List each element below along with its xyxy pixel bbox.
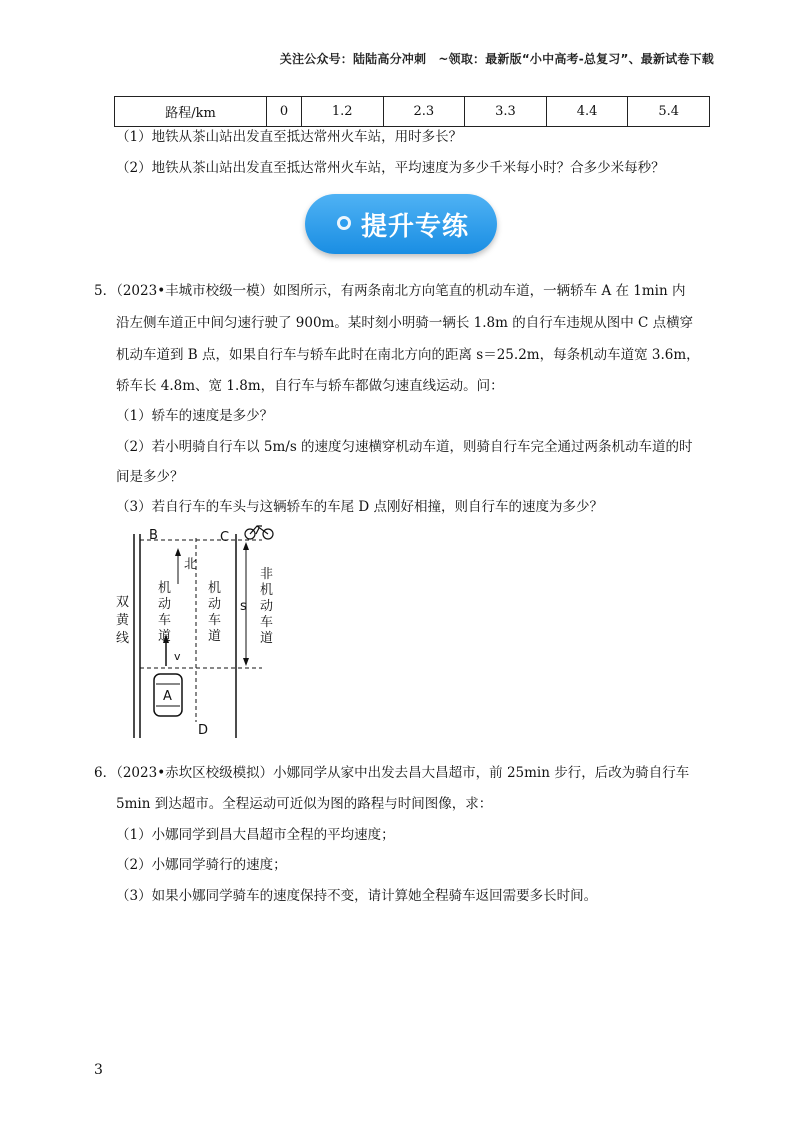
practice-badge xyxy=(305,194,497,254)
badge-label: 提升专练 xyxy=(361,212,470,242)
road-diagram xyxy=(112,522,292,742)
table-cell: 0 xyxy=(267,97,302,127)
table-row xyxy=(115,97,710,127)
page-number: 3 xyxy=(94,1062,103,1078)
lane1-char: 动 xyxy=(158,597,172,612)
lane2-char: 道 xyxy=(208,629,222,644)
distance-arrow-up xyxy=(243,542,249,550)
north-arrow-icon xyxy=(175,548,181,556)
label-d: D xyxy=(198,723,209,738)
table-cell: 3.3 xyxy=(465,97,547,127)
bicycle-icon xyxy=(245,526,273,539)
q4-subquestion-1: （1）地铁从茶山站出发直至抵达常州火车站，用时多长？ xyxy=(116,129,463,145)
q5-line-2: 沿左侧车道正中间匀速行驶了 900m。某时刻小明骑一辆长 1.8m 的自行车违规从图中 C 点横穿 xyxy=(116,315,694,331)
label-s: s xyxy=(240,599,247,614)
q5-line-3: 机动车道到 B 点，如果自行车与轿车此时在南北方向的距离 s＝25.2m，每条机动车道宽 3.6m， xyxy=(116,347,700,363)
q4-subquestion-2: （2）地铁从茶山站出发直至抵达常州火车站，平均速度为多少千米每小时？合多少米每秒？ xyxy=(116,160,665,176)
label-v: v xyxy=(174,650,181,663)
table-cell: 5.4 xyxy=(628,97,710,127)
non-motor-char: 道 xyxy=(260,631,274,646)
label-a: A xyxy=(163,689,172,704)
page-header: 关注公众号：陆陆高分冲刺 ~领取：最新版“小中高考-总复习”、最新试卷下载 xyxy=(279,52,714,66)
lane1-char: 机 xyxy=(158,581,172,596)
q5-subquestion-3: （3）若自行车的车头与这辆轿车的车尾 D 点刚好相撞，则自行车的速度为多少？ xyxy=(116,499,603,515)
q6-line-2: 5min 到达超市。全程运动可近似为图的路程与时间图像，求： xyxy=(116,796,493,812)
q5-subquestion-1: （1）轿车的速度是多少？ xyxy=(116,408,274,424)
road-diagram-svg xyxy=(112,522,292,742)
q5-subquestion-2b: 间是多少？ xyxy=(116,469,184,485)
label-c: C xyxy=(220,530,230,545)
table-header-cell: 路程/km xyxy=(115,97,267,127)
q6-subquestion-1: （1）小娜同学到昌大昌超市全程的平均速度； xyxy=(116,827,395,843)
q6-line-1: 6．（2023•赤坎区校级模拟）小娜同学从家中出发去昌大昌超市，前 25min 步行，后改为骑自行车 xyxy=(94,765,690,781)
lane2-char: 动 xyxy=(208,597,222,612)
q5-subquestion-2a: （2）若小明骑自行车以 5m/s 的速度匀速横穿机动车道，则骑自行车完全通过两条机动车道的时 xyxy=(116,439,693,455)
distance-arrow-down xyxy=(243,658,249,666)
lane1-char: 车 xyxy=(158,613,172,628)
distance-table xyxy=(114,96,710,127)
q6-subquestion-3: （3）如果小娜同学骑车的速度保持不变，请计算她全程骑车返回需要多长时间。 xyxy=(116,888,598,904)
table-cell: 2.3 xyxy=(383,97,465,127)
label-north: 北 xyxy=(184,557,198,572)
double-yellow-char: 线 xyxy=(116,631,130,646)
non-motor-char: 车 xyxy=(260,615,274,630)
table-cell: 1.2 xyxy=(301,97,383,127)
q5-line-1: 5．（2023•丰城市校级一模）如图所示，有两条南北方向笔直的机动车道，一辆轿车 A 在 1min 内 xyxy=(94,283,686,299)
bullet-icon xyxy=(337,216,351,230)
non-motor-char: 非 xyxy=(260,567,274,582)
lane2-char: 机 xyxy=(208,581,222,596)
q5-line-4: 轿车长 4.8m、宽 1.8m，自行车与轿车都做匀速直线运动。问： xyxy=(116,378,504,394)
lane2-char: 车 xyxy=(208,613,222,628)
table-cell: 4.4 xyxy=(546,97,628,127)
double-yellow-char: 黄 xyxy=(116,613,130,628)
label-b: B xyxy=(149,528,158,543)
non-motor-char: 动 xyxy=(260,599,274,614)
non-motor-char: 机 xyxy=(260,583,274,598)
lane1-char: 道 xyxy=(158,629,172,644)
q6-subquestion-2: （2）小娜同学骑行的速度； xyxy=(116,857,287,873)
double-yellow-char: 双 xyxy=(116,595,130,610)
